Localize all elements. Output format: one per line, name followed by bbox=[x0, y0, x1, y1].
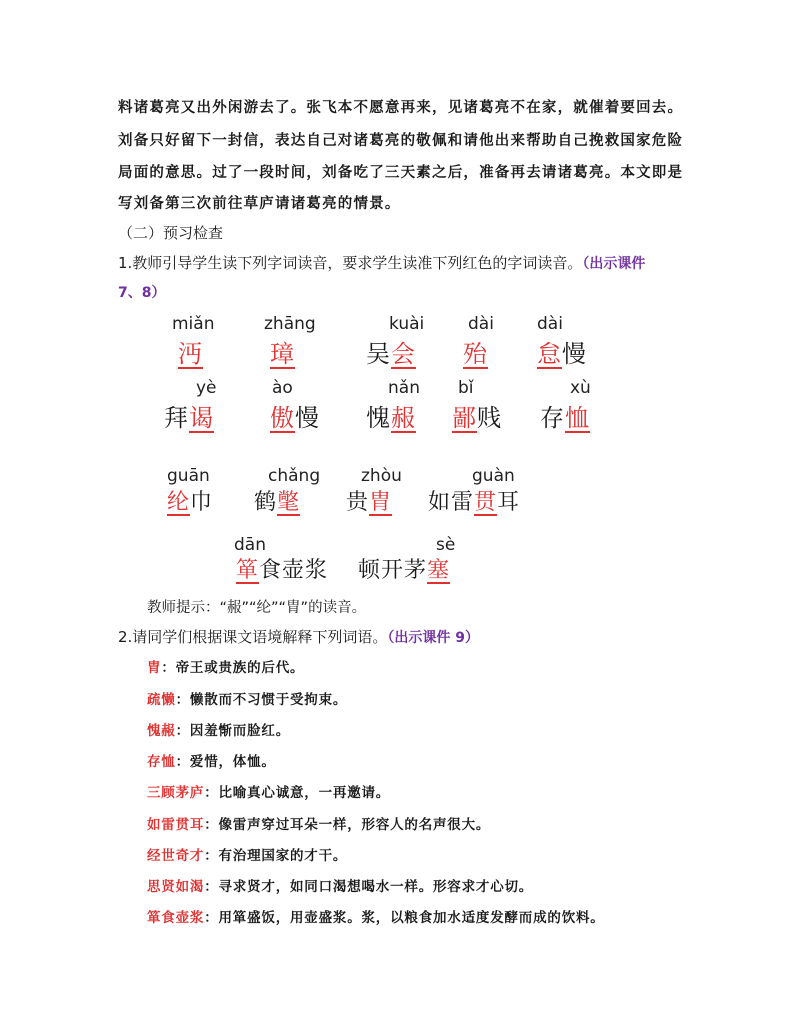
vocab-word: 贵胄 bbox=[346, 490, 393, 515]
pinyin: dài bbox=[537, 314, 563, 334]
pinyin: chǎng bbox=[268, 466, 321, 486]
teacher-hint: 教师提示：“赧”“纶”“胄”的读音。 bbox=[147, 600, 367, 616]
pinyin: zhāng bbox=[264, 314, 316, 334]
pinyin: guàn bbox=[472, 466, 515, 486]
pinyin: dān bbox=[234, 535, 266, 555]
red-char: 胄 bbox=[369, 490, 393, 515]
definition-term: 思贤如渴 bbox=[147, 879, 205, 895]
red-char: 赧 bbox=[391, 404, 416, 432]
pinyin: bǐ bbox=[458, 378, 474, 398]
vocab-word: 愧赧 bbox=[366, 404, 416, 432]
section-title: （二）预习检查 bbox=[118, 224, 224, 242]
vocab-word: 如雷贯耳 bbox=[428, 490, 521, 515]
vocab-word: 箪食壶浆 bbox=[236, 558, 329, 583]
definition-term: 存恤 bbox=[147, 754, 176, 770]
task2-note: （出示课件 9） bbox=[387, 630, 479, 646]
definition-term: 如雷贯耳 bbox=[147, 817, 205, 833]
definition-term: 三顾茅庐 bbox=[147, 785, 205, 801]
vocab-word: 顿开茅塞 bbox=[358, 558, 451, 583]
pinyin: yè bbox=[196, 378, 217, 398]
pinyin: dài bbox=[468, 314, 494, 334]
definition-term: 疏懒 bbox=[147, 692, 176, 708]
definition-item bbox=[147, 875, 533, 895]
definition-text: ：有治理国家的才干。 bbox=[204, 848, 348, 864]
definition-text: ：帝王或贵族的后代。 bbox=[161, 660, 305, 676]
definition-item bbox=[147, 750, 276, 770]
red-char: 氅 bbox=[277, 490, 301, 515]
definition-text: ：寻求贤才，如同口渴想喝水一样。形容求才心切。 bbox=[204, 879, 534, 895]
pinyin: sè bbox=[436, 535, 456, 555]
red-char: 璋 bbox=[270, 340, 295, 368]
definition-item bbox=[147, 656, 304, 676]
task1 bbox=[118, 252, 645, 273]
definition-term: 箪食壶浆 bbox=[147, 910, 205, 926]
vocab-word bbox=[270, 334, 295, 369]
definition-text: ：爱惜，体恤。 bbox=[175, 754, 276, 770]
vocab-word: 纶巾 bbox=[167, 490, 214, 515]
red-char: 谒 bbox=[189, 404, 214, 432]
red-char: 恤 bbox=[565, 404, 590, 432]
red-char: 塞 bbox=[427, 558, 451, 583]
definition-text: ：像雷声穿过耳朵一样，形容人的名声很大。 bbox=[204, 817, 491, 833]
definition-text: ：因羞惭而脸红。 bbox=[175, 723, 291, 739]
pinyin: guān bbox=[167, 466, 210, 486]
definition-item bbox=[147, 719, 290, 739]
red-char: 箪 bbox=[236, 558, 260, 583]
vocab-word: 存恤 bbox=[540, 404, 590, 432]
vocab-word: 鹤氅 bbox=[254, 490, 301, 515]
intro-line-4: 写刘备第三次前往草庐请诸葛亮的情景。 bbox=[118, 195, 401, 212]
definition-item bbox=[147, 906, 605, 926]
vocab-word: 鄙贱 bbox=[452, 404, 502, 432]
definition-term: 胄 bbox=[147, 660, 162, 676]
task2 bbox=[118, 626, 479, 647]
intro-line-2: 刘备只好留下一封信，表达自己对诸葛亮的敬佩和请他出来帮助自己挽救国家危险 bbox=[118, 132, 684, 149]
definition-term: 愧赧 bbox=[147, 723, 176, 739]
definition-item bbox=[147, 813, 490, 833]
definition-term: 经世奇才 bbox=[147, 848, 205, 864]
vocab-word bbox=[178, 334, 203, 369]
pinyin: nǎn bbox=[388, 378, 420, 398]
pinyin: xù bbox=[570, 378, 591, 398]
red-char: 殆 bbox=[463, 340, 488, 368]
red-char: 贯 bbox=[474, 490, 498, 515]
task2-text: 2.请同学们根据课文语境解释下列词语。 bbox=[118, 628, 388, 646]
vocab-word: 拜谒 bbox=[164, 404, 214, 432]
definition-text: ：比喻真心诚意，一再邀请。 bbox=[204, 785, 391, 801]
pinyin: kuài bbox=[389, 314, 425, 334]
red-char: 鄙 bbox=[452, 404, 477, 432]
definition-text: ：用箪盛饭，用壶盛浆。浆，以粮食加水适度发酵而成的饮料。 bbox=[204, 910, 605, 926]
intro-line-1: 料诸葛亮又出外闲游去了。张飞本不愿意再来，见诸葛亮不在家，就催着要回去。 bbox=[118, 99, 684, 116]
red-char: 会 bbox=[391, 340, 416, 368]
vocab-word: 怠慢 bbox=[537, 340, 587, 368]
vocab-word: 傲慢 bbox=[270, 404, 320, 432]
vocab-word: 吴会 bbox=[366, 340, 416, 368]
definition-item bbox=[147, 688, 347, 708]
pinyin: ào bbox=[272, 378, 293, 398]
red-char: 怠 bbox=[537, 340, 562, 368]
pinyin: miǎn bbox=[172, 314, 215, 334]
definition-item bbox=[147, 844, 347, 864]
definition-text: ：懒散而不习惯于受拘束。 bbox=[175, 692, 348, 708]
pinyin: zhòu bbox=[361, 466, 402, 486]
red-char: 纶 bbox=[167, 490, 191, 515]
intro-line-3: 局面的意思。过了一段时间，刘备吃了三天素之后，准备再去请诸葛亮。本文即是 bbox=[118, 164, 684, 181]
vocab-word bbox=[463, 334, 488, 369]
definition-item bbox=[147, 781, 390, 801]
red-char: 沔 bbox=[178, 340, 203, 368]
red-char: 傲 bbox=[270, 404, 295, 432]
task1-note-b: 7、8） bbox=[118, 285, 166, 301]
task1-note-a: （出示课件 bbox=[582, 256, 646, 272]
task1-text: 1.教师引导学生读下列字词读音，要求学生读准下列红色的字词读音。 bbox=[118, 254, 583, 272]
